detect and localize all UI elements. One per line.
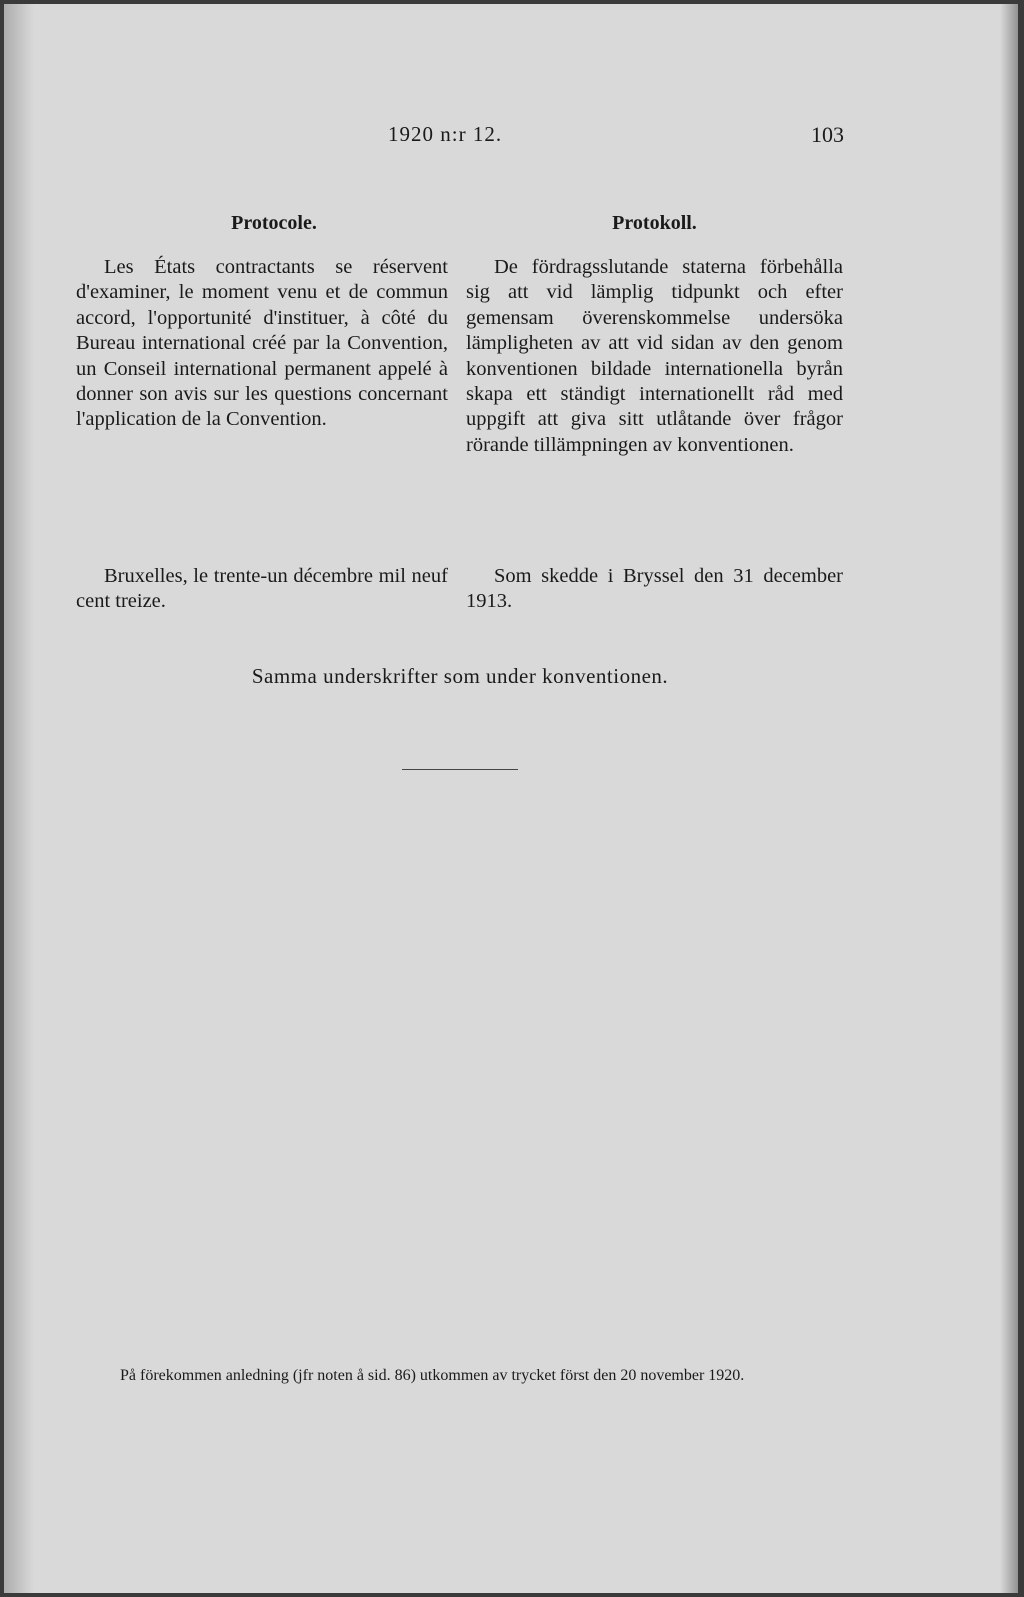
swedish-column <box>466 212 843 613</box>
swedish-date-line: Som skedde i Bryssel den 31 december 1913. <box>466 565 843 613</box>
page-edge-shadow-right <box>1000 4 1018 1593</box>
footnote: På förekommen anledning (jfr noten å sid. 86) utkommen av trycket först den 20 november 1920. <box>120 1367 745 1384</box>
french-date-line: Bruxelles, le trente-un décembre mil neuf cent treize. <box>76 565 448 613</box>
running-header <box>76 122 844 152</box>
swedish-body: De fördragsslutande staterna förbehålla sig att vid lämplig tidpunkt och efter gemensam överenskommelse undersöka lämpligheten av att vid sidan av den genom konventionen bildade internationella byrån skapa ett ständigt internationellt råd med uppgift att giva sitt utlåtande över frågor rörande tillämpningen av konventionen. <box>466 256 843 456</box>
page-edge-shadow-left <box>4 4 34 1593</box>
french-body: Les États contractants se réservent d'examiner, le moment venu et de commun accord, l'opportunité d'instituer, à côté du Bureau international créé par la Convention, un Conseil international permanent appelé à donner son avis sur les questions concernant l'application de la Convention. <box>76 256 448 431</box>
document-page <box>4 4 1018 1593</box>
signatures-note: Samma underskrifter som under konventionen. <box>251 664 669 688</box>
swedish-heading: Protokoll. <box>612 212 697 234</box>
header-volume-number: 1920 n:r 12. <box>388 122 503 146</box>
section-divider <box>402 769 518 770</box>
french-column <box>76 212 448 613</box>
french-heading: Protocole. <box>231 212 317 234</box>
page-number: 103 <box>811 122 844 147</box>
